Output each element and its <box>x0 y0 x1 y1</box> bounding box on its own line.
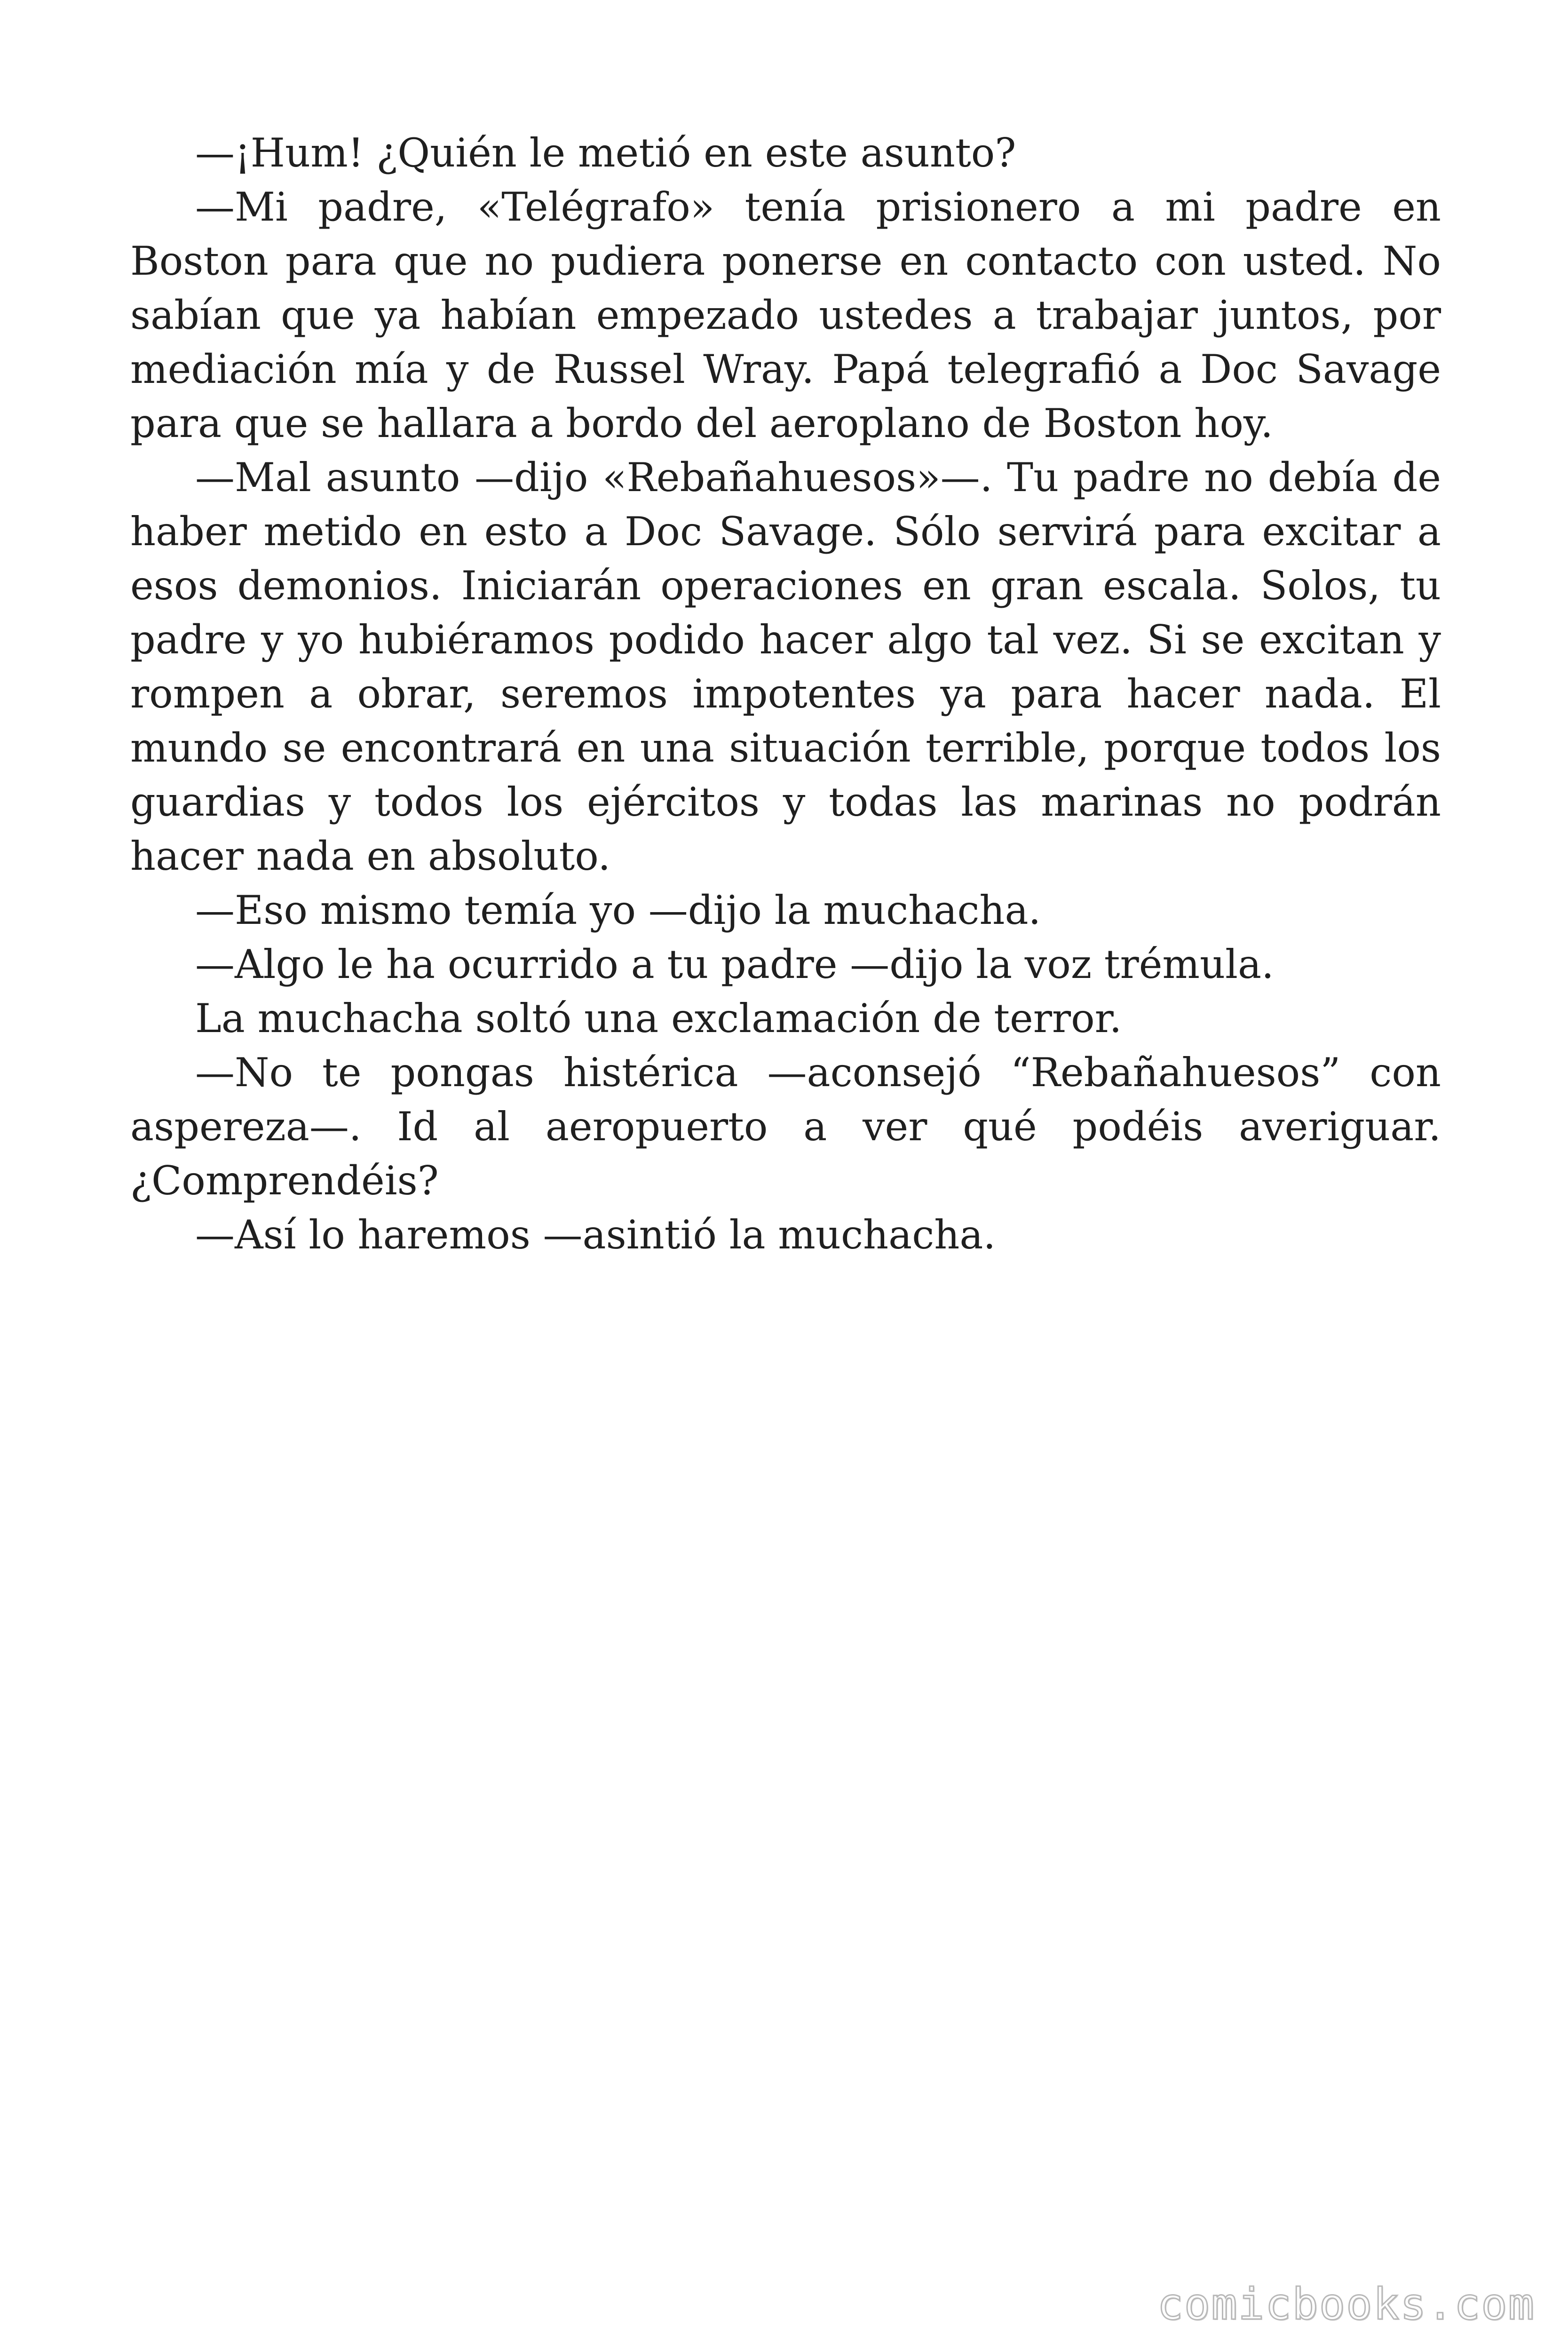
watermark: comicbooks.com <box>1157 2279 1535 2329</box>
body-text <box>130 126 1441 1262</box>
paragraph: —Mal asunto —dijo «Rebañahuesos»—. Tu padre no debía de haber metido en esto a Doc Savage. Sólo servirá para excitar a esos demonios. Iniciarán operaciones en gran escala. Solos, tu padre y yo hubiéramos podido hacer algo tal vez. Si se excitan y rompen a obrar, seremos impotentes ya para hacer nada. El mundo se encontrará en una situación terrible, porque todos los guardias y todos los ejércitos y todas las marinas no podrán hacer nada en absoluto. <box>130 454 1441 879</box>
paragraph: —Algo le ha ocurrido a tu padre —dijo la voz trémula. <box>195 941 1274 987</box>
paragraph: —No te pongas histérica —aconsejó “Rebañahuesos” con aspereza—. Id al aeropuerto a ver qué podéis averiguar. ¿Comprendéis? <box>130 1049 1441 1204</box>
paragraph: —Mi padre, «Telégrafo» tenía prisionero a mi padre en Boston para que no pudiera ponerse en contacto con usted. No sabían que ya habían empezado ustedes a trabajar juntos, por mediación mía y de Russel Wray. Papá telegrafió a Doc Savage para que se hallara a bordo del aeroplano de Boston hoy. <box>130 184 1441 446</box>
paragraph: —Así lo haremos —asintió la muchacha. <box>195 1212 996 1258</box>
paragraph: —¡Hum! ¿Quién le metió en este asunto? <box>195 130 1016 176</box>
paragraph: —Eso mismo temía yo —dijo la muchacha. <box>195 887 1041 933</box>
paragraph: La muchacha soltó una exclamación de terror. <box>195 995 1122 1041</box>
